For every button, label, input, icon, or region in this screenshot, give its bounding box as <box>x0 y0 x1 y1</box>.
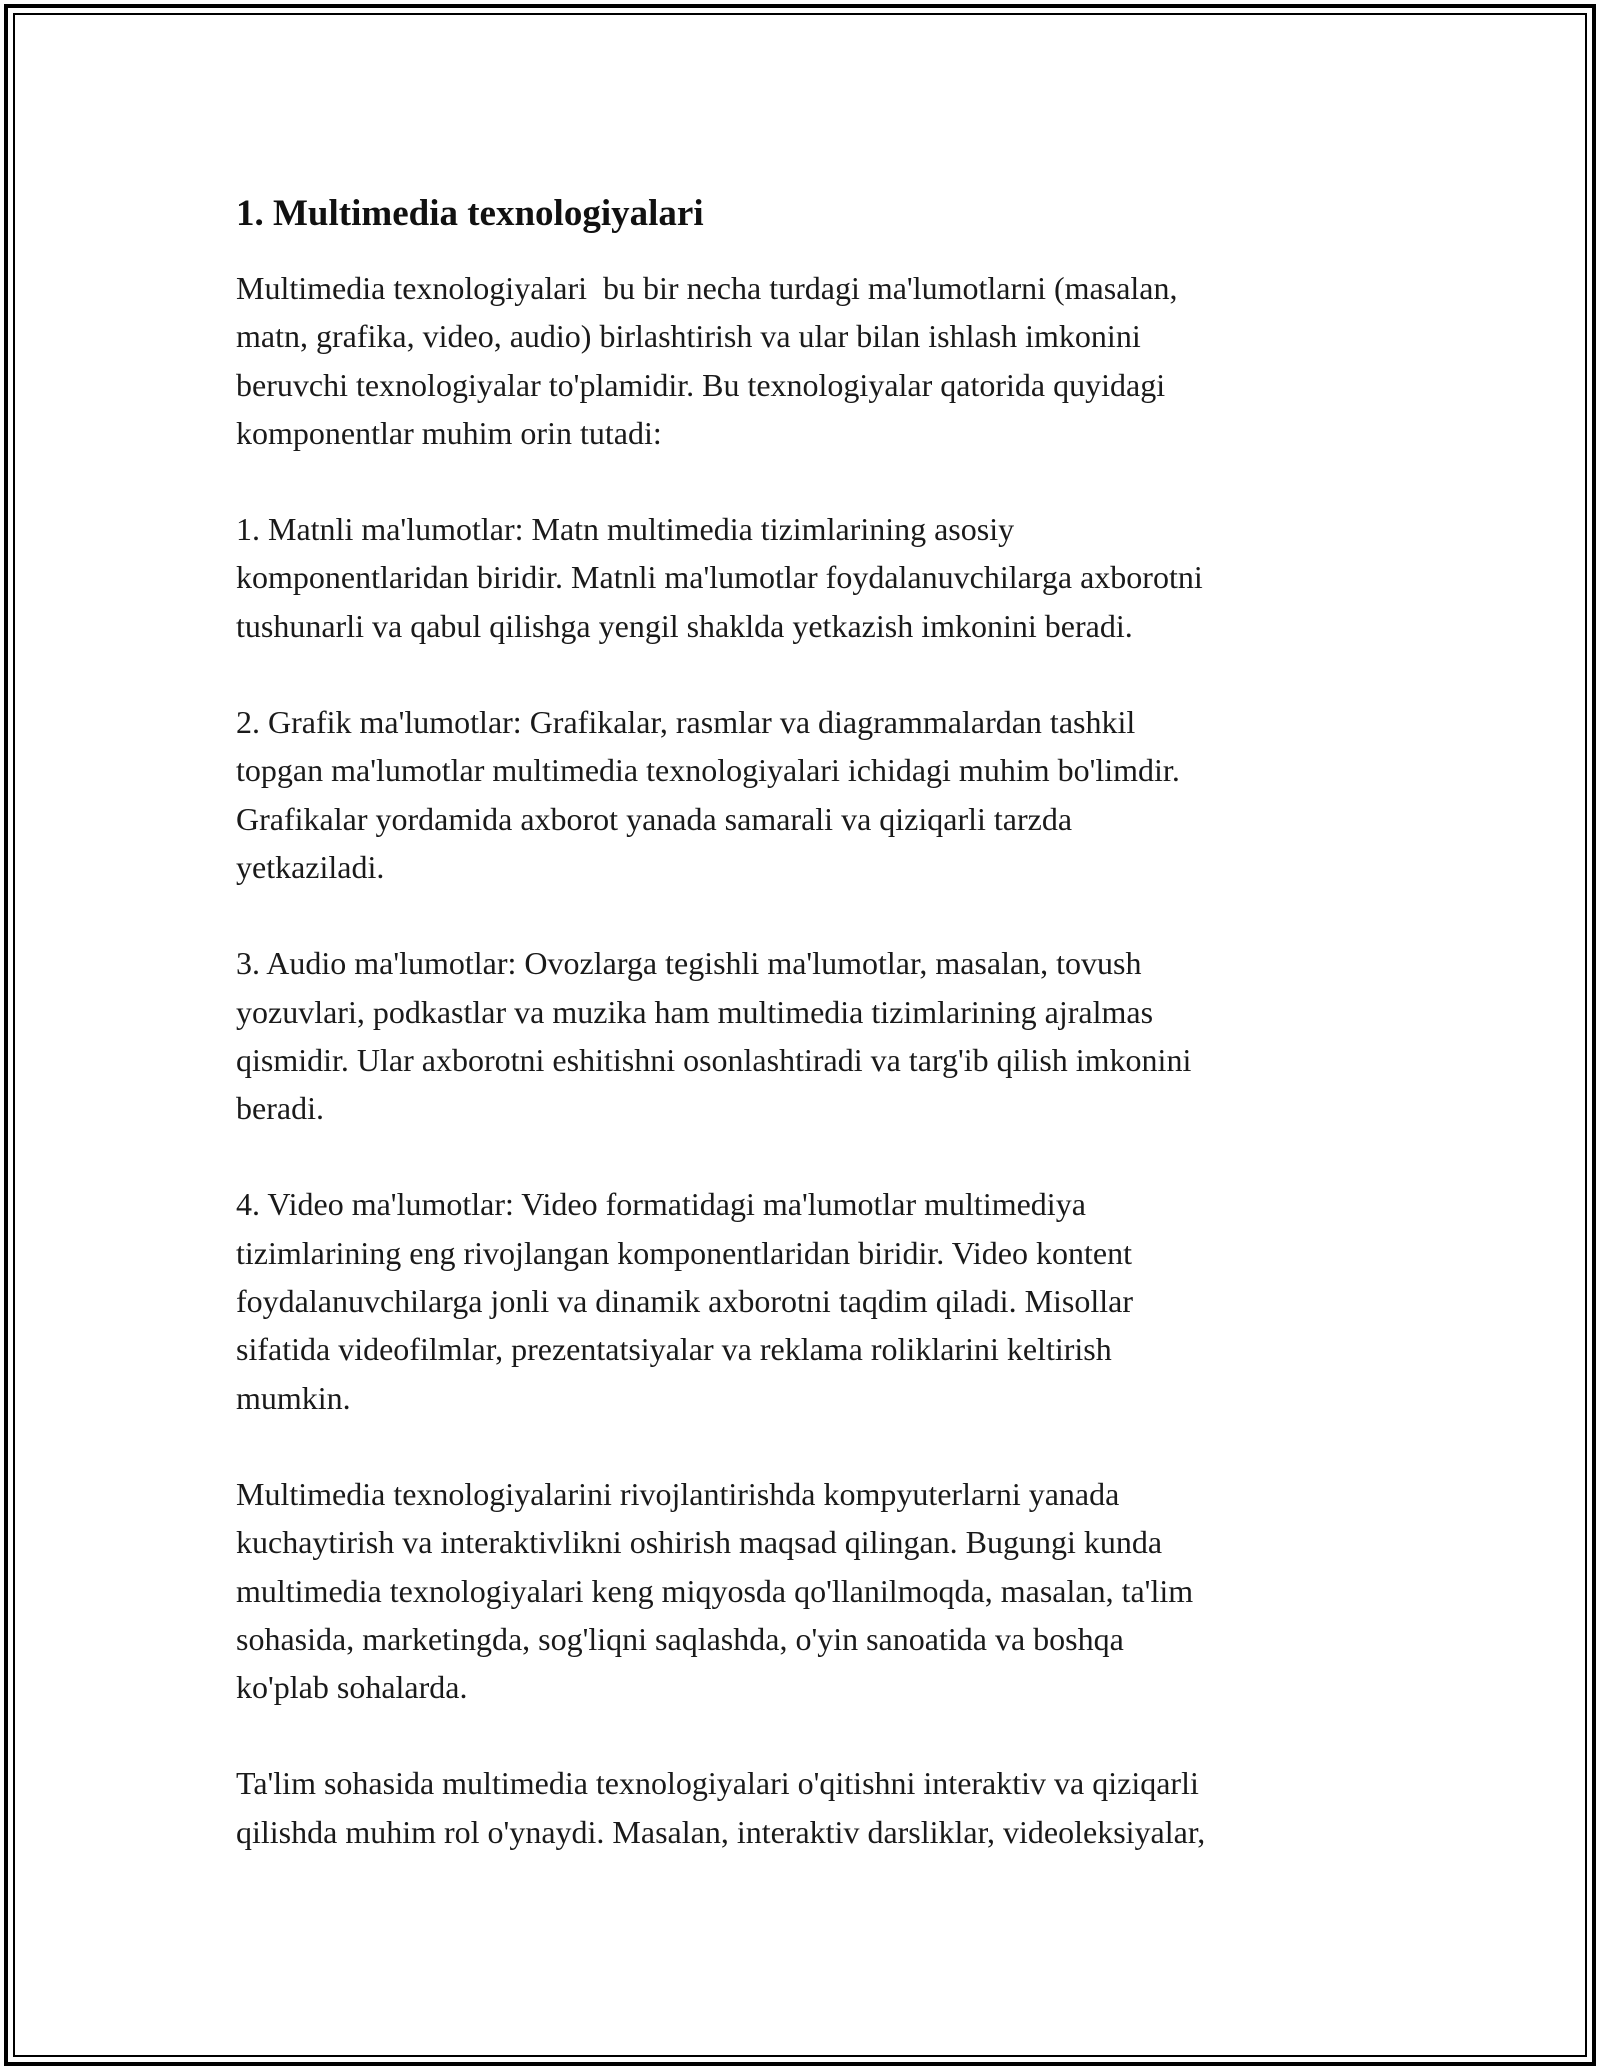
audio-data-paragraph: 3. Audio ma'lumotlar: Ovozlarga tegishli ma'lumotlar, masalan, tovush yozuvlari, podkastlar va muzika ham multimedia tizimlarining ajralmas qismidir. Ular axborotni eshitishni osonlashtiradi va targ'ib qilish imkonini beradi. <box>236 945 1192 1127</box>
document-body <box>236 182 1366 1904</box>
text-data-paragraph: 1. Matnli ma'lumotlar: Matn multimedia tizimlarining asosiy komponentlaridan biridir. Matnli ma'lumotlar foydalanuvchilarga axborotni tushunarli va qabul qilishga yengil shaklda yetkazish imkonini beradi. <box>236 511 1203 644</box>
video-data-paragraph: 4. Video ma'lumotlar: Video formatidagi ma'lumotlar multimediya tizimlarining eng rivojlangan komponentlaridan biridir. Video kontent foydalanuvchilarga jonli va dinamik axborotni taqdim qiladi. Misollar sifatida videofilmlar, prezentatsiyalar va reklama roliklarini keltirish mumkin. <box>236 1186 1133 1416</box>
graphic-data-paragraph: 2. Grafik ma'lumotlar: Grafikalar, rasmlar va diagrammalardan tashkil topgan ma'lumotlar multimedia texnologiyalari ichidagi muhim bo'limdir. Grafikalar yordamida axborot yanada samarali va qiziqarli tarzda yetkaziladi. <box>236 704 1180 885</box>
education-paragraph: Ta'lim sohasida multimedia texnologiyalari o'qitishni interaktiv va qiziqarli qilishda muhim rol o'ynaydi. Masalan, interaktiv darsliklar, videoleksiyalar, <box>236 1765 1206 1850</box>
section-heading: 1. Multimedia texnologiyalari <box>236 193 704 234</box>
development-paragraph: Multimedia texnologiyalarini rivojlantirishda kompyuterlarni yanada kuchaytirish va interaktivlikni oshirish maqsad qilingan. Bugungi kunda multimedia texnologiyalari keng miqyosda qo'llanilmoqda, masalan, ta'lim sohasida, marketingda, sog'liqni saqlashda, o'yin sanoatida va boshqa ko'plab sohalarda. <box>236 1475 1194 1706</box>
intro-paragraph: Multimedia texnologiyalari bu bir necha turdagi ma'lumotlarni (masalan, matn, grafika, video, audio) birlashtirish va ular bilan ishlash imkonini beruvchi texnologiyalar to'plamidir. Bu texnologiyalar qatorida quyidagi komponentlar muhim orin tutadi: <box>236 270 1178 451</box>
